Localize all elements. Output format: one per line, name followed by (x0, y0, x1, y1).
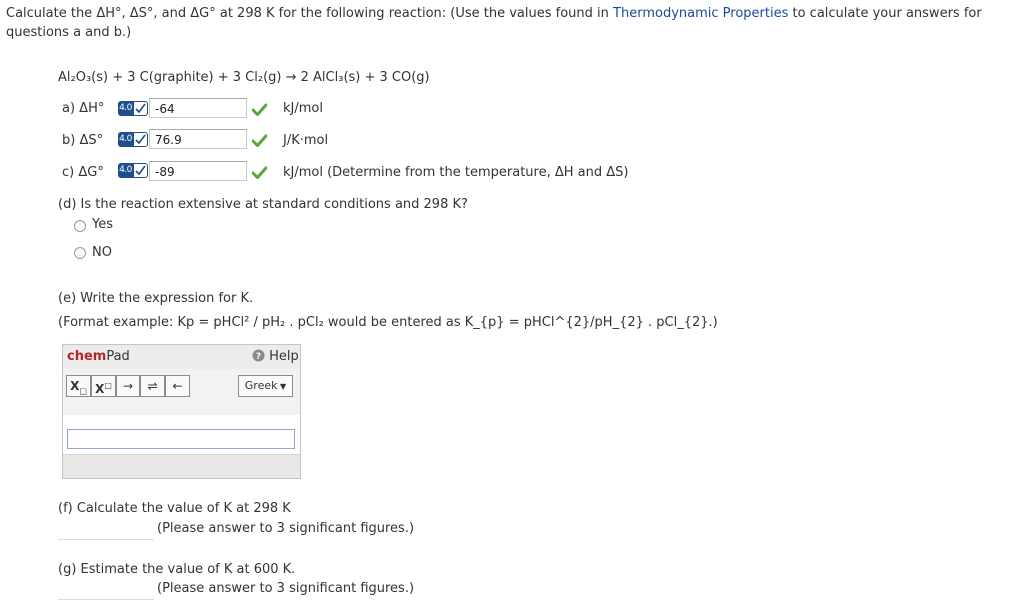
part-c-score-badge (118, 163, 148, 178)
option-yes-label[interactable]: Yes (92, 217, 113, 232)
reaction-text: Al₂O₃(s) + 3 C(graphite) + 3 Cl₂(g) → 2 AlCl₃(s) + 3 CO(g) (58, 70, 430, 85)
left-arrow-button[interactable]: ← (165, 375, 190, 397)
greek-dropdown[interactable] (238, 375, 293, 397)
part-e-question: (e) Write the expression for K. (58, 291, 254, 306)
intro-text-2: to calculate your answers for questions a and b.) (6, 6, 982, 40)
chempad-logo-pad: Pad (106, 349, 130, 364)
svg-text:?: ? (255, 352, 262, 362)
part-b-score-badge (118, 132, 148, 147)
part-c-label: c) ΔG° (62, 165, 104, 180)
part-d-question: (d) Is the reaction extensive at standard conditions and 298 K? (58, 197, 468, 212)
reaction-equation (58, 70, 430, 85)
thermodynamic-properties-link[interactable]: Thermodynamic Properties (613, 6, 789, 21)
part-g-hint: (Please answer to 3 significant figures.) (157, 581, 415, 596)
part-b-unit: J/K·mol (283, 133, 329, 148)
correct-check-icon (252, 134, 267, 147)
option-no-label[interactable]: NO (92, 245, 112, 260)
check-icon (133, 132, 148, 147)
score-value: 4.0 (118, 101, 133, 116)
chempad-help-button[interactable] (252, 349, 299, 364)
radio-yes[interactable] (74, 220, 86, 232)
part-g-answer-field[interactable] (58, 578, 154, 600)
correct-check-icon (252, 103, 267, 116)
chempad-widget (62, 344, 301, 479)
score-value: 4.0 (118, 132, 133, 147)
part-g-question: (g) Estimate the value of K at 600 K. (58, 562, 296, 577)
check-icon (133, 101, 148, 116)
chempad-input[interactable] (67, 429, 295, 449)
chempad-logo-chem: chem (67, 349, 107, 364)
right-arrow-button[interactable]: → (116, 375, 140, 397)
help-icon (252, 349, 265, 362)
greek-label: Greek (244, 379, 278, 392)
part-f-question: (f) Calculate the value of K at 298 K (58, 501, 291, 516)
part-a-answer-field[interactable]: -64 (149, 98, 247, 118)
part-a-label: a) ΔH° (62, 101, 105, 116)
subscript-button[interactable]: $X_□$ (66, 375, 91, 397)
equilibrium-arrow-button[interactable]: ⇌ (140, 375, 165, 397)
intro-text-1: Calculate the ΔH°, ΔS°, and ΔG° at 298 K for the following reaction: (Use the values found in (6, 6, 614, 21)
part-a-unit: kJ/mol (283, 101, 323, 116)
part-f-hint: (Please answer to 3 significant figures.) (157, 521, 415, 536)
help-label: Help (269, 349, 299, 364)
part-f-answer-field[interactable] (58, 518, 154, 540)
chempad-logo (67, 349, 130, 364)
question-intro (6, 4, 1006, 42)
part-b-label: b) ΔS° (62, 133, 104, 148)
check-icon (133, 163, 148, 178)
superscript-button[interactable]: X□ (91, 375, 116, 397)
correct-check-icon (252, 166, 267, 179)
part-e-format-example: (Format example: Kp = pHCl² / pH₂ . pCl₂ would be entered as K_{p} = pHCl^{2}/pH_{2} . pCl_{2}.) (58, 315, 718, 330)
score-value: 4.0 (118, 163, 133, 178)
part-c-unit: kJ/mol (Determine from the temperature, ΔH and ΔS) (283, 165, 629, 180)
part-a-score-badge (118, 101, 148, 116)
chevron-down-icon: ▼ (277, 382, 287, 391)
radio-no[interactable] (74, 247, 86, 259)
chempad-footer (63, 454, 300, 478)
part-c-answer-field[interactable]: -89 (149, 161, 247, 181)
part-b-answer-field[interactable]: 76.9 (149, 129, 247, 149)
